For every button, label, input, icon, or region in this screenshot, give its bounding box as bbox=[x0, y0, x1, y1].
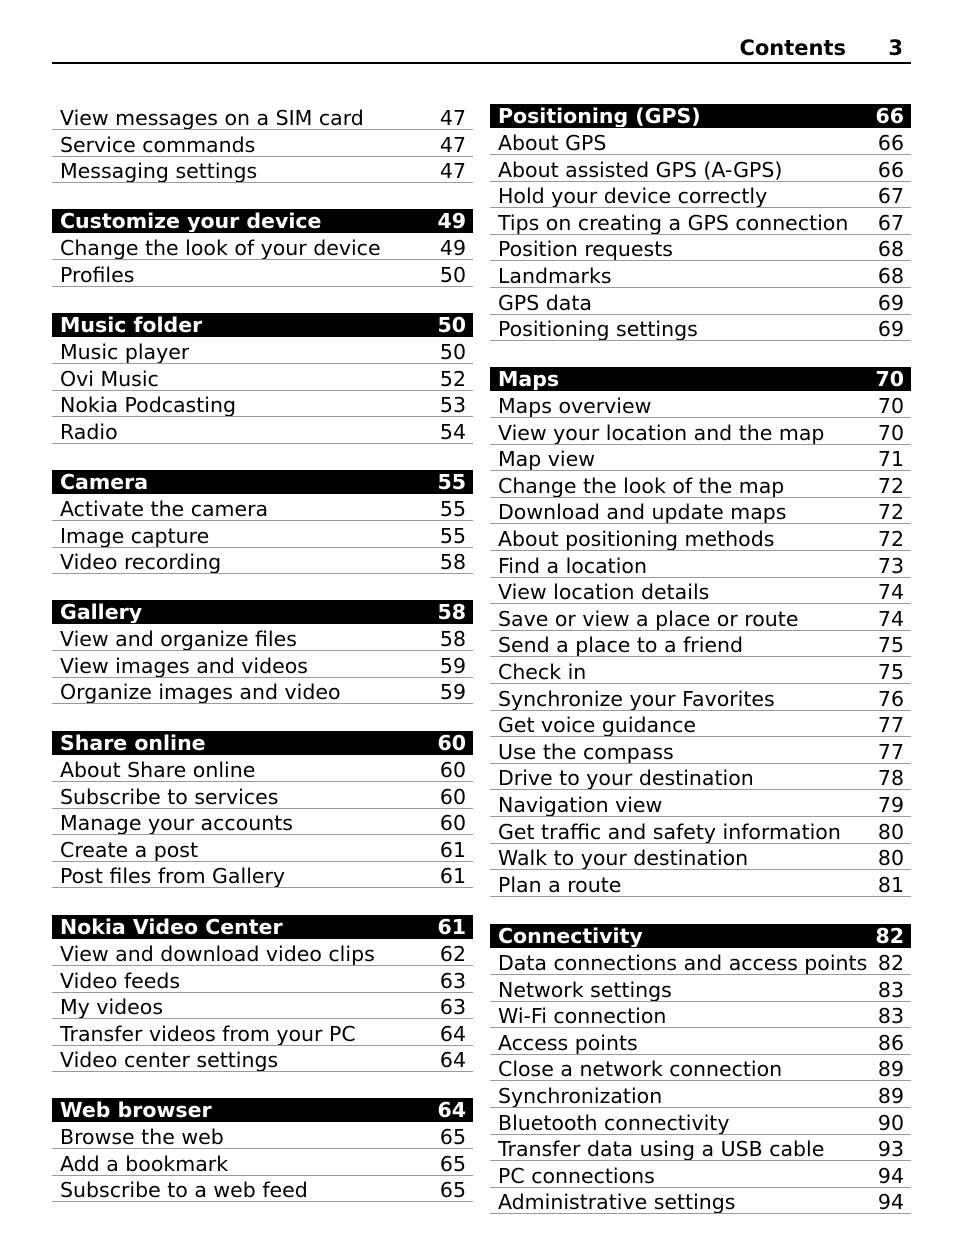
entry-page-number: 59 bbox=[439, 681, 466, 703]
entry-page-number: 61 bbox=[439, 865, 466, 887]
toc-entry[interactable] bbox=[490, 738, 911, 764]
entry-page-number: 54 bbox=[439, 421, 466, 443]
entry-page-number: 94 bbox=[877, 1191, 904, 1213]
toc-entry[interactable] bbox=[490, 631, 911, 657]
entry-page-number: 60 bbox=[439, 786, 466, 808]
section-title: Nokia Video Center bbox=[60, 916, 283, 938]
entry-title: View and download video clips bbox=[60, 943, 375, 965]
entry-page-number: 53 bbox=[439, 394, 466, 416]
entry-title: Tips on creating a GPS connection bbox=[498, 212, 849, 234]
entry-page-number: 70 bbox=[877, 395, 904, 417]
entry-title: View and organize files bbox=[60, 628, 297, 650]
entry-title: Navigation view bbox=[498, 794, 663, 816]
entry-title: Change the look of the map bbox=[498, 475, 785, 497]
entry-page-number: 81 bbox=[877, 874, 904, 896]
section-page-number: 58 bbox=[437, 601, 466, 623]
entry-title: Transfer data using a USB cable bbox=[498, 1138, 825, 1160]
entry-page-number: 66 bbox=[877, 159, 904, 181]
entry-title: Radio bbox=[60, 421, 118, 443]
entry-title: View messages on a SIM card bbox=[60, 107, 364, 129]
entry-title: Video recording bbox=[60, 551, 222, 573]
toc-entry[interactable] bbox=[490, 1029, 911, 1055]
toc-entry[interactable] bbox=[52, 1150, 473, 1176]
toc-entry[interactable] bbox=[52, 1123, 473, 1149]
toc-entry[interactable] bbox=[52, 104, 473, 130]
section-title: Camera bbox=[60, 471, 149, 493]
entry-page-number: 67 bbox=[877, 212, 904, 234]
toc-entry[interactable] bbox=[490, 1082, 911, 1108]
section-header-web-browser[interactable] bbox=[52, 1098, 473, 1122]
toc-entry[interactable] bbox=[490, 1135, 911, 1161]
entry-title: Access points bbox=[498, 1032, 638, 1054]
toc-entry[interactable] bbox=[490, 578, 911, 604]
entry-page-number: 61 bbox=[439, 839, 466, 861]
toc-entry[interactable] bbox=[490, 209, 911, 235]
entry-page-number: 59 bbox=[439, 655, 466, 677]
entry-title: Transfer videos from your PC bbox=[60, 1023, 356, 1045]
entry-page-number: 89 bbox=[877, 1085, 904, 1107]
entry-page-number: 72 bbox=[877, 528, 904, 550]
entry-title: PC connections bbox=[498, 1165, 655, 1187]
entry-title: Subscribe to a web feed bbox=[60, 1179, 308, 1201]
toc-entry[interactable] bbox=[52, 809, 473, 835]
entry-page-number: 67 bbox=[877, 185, 904, 207]
toc-entry[interactable] bbox=[490, 156, 911, 182]
toc-entry[interactable] bbox=[490, 392, 911, 418]
toc-entry[interactable] bbox=[490, 949, 911, 975]
entry-title: Service commands bbox=[60, 134, 256, 156]
section-title: Web browser bbox=[60, 1099, 212, 1121]
toc-entry[interactable] bbox=[490, 685, 911, 711]
entry-title: About positioning methods bbox=[498, 528, 775, 550]
toc-entry[interactable] bbox=[490, 129, 911, 155]
toc-entry[interactable] bbox=[490, 764, 911, 790]
toc-entry[interactable] bbox=[52, 234, 473, 260]
entry-page-number: 72 bbox=[877, 475, 904, 497]
page-header bbox=[52, 36, 911, 64]
toc-entry[interactable] bbox=[52, 1020, 473, 1046]
section-header-positioning-gps[interactable] bbox=[490, 104, 911, 128]
entry-title: Landmarks bbox=[498, 265, 612, 287]
entry-page-number: 72 bbox=[877, 501, 904, 523]
toc-entry[interactable] bbox=[490, 289, 911, 315]
section-title: Gallery bbox=[60, 601, 143, 623]
entry-page-number: 65 bbox=[439, 1179, 466, 1201]
toc-entry[interactable] bbox=[490, 472, 911, 498]
entry-page-number: 93 bbox=[877, 1138, 904, 1160]
section-title: Positioning (GPS) bbox=[498, 105, 701, 127]
entry-page-number: 76 bbox=[877, 688, 904, 710]
entry-title: Activate the camera bbox=[60, 498, 269, 520]
entry-page-number: 94 bbox=[877, 1165, 904, 1187]
entry-page-number: 60 bbox=[439, 812, 466, 834]
entry-title: Map view bbox=[498, 448, 595, 470]
entry-title: Maps overview bbox=[498, 395, 652, 417]
toc-entry[interactable] bbox=[490, 844, 911, 870]
section-page-number: 70 bbox=[875, 368, 904, 390]
toc-entry[interactable] bbox=[52, 940, 473, 966]
toc-entry[interactable] bbox=[52, 652, 473, 678]
entry-title: Drive to your destination bbox=[498, 767, 754, 789]
section-page-number: 50 bbox=[437, 314, 466, 336]
toc-entry[interactable] bbox=[52, 1176, 473, 1202]
section-header-nokia-video-center[interactable] bbox=[52, 915, 473, 939]
entry-page-number: 83 bbox=[877, 1005, 904, 1027]
toc-entry[interactable] bbox=[52, 365, 473, 391]
entry-page-number: 75 bbox=[877, 661, 904, 683]
entry-title: Image capture bbox=[60, 525, 210, 547]
toc-entry[interactable] bbox=[52, 338, 473, 364]
entry-title: Music player bbox=[60, 341, 190, 363]
toc-entry[interactable] bbox=[490, 1162, 911, 1188]
toc-entry[interactable] bbox=[52, 495, 473, 521]
entry-page-number: 78 bbox=[877, 767, 904, 789]
entry-title: Organize images and video bbox=[60, 681, 341, 703]
section-title: Connectivity bbox=[498, 925, 643, 947]
section-title: Maps bbox=[498, 368, 560, 390]
entry-title: About assisted GPS (A-GPS) bbox=[498, 159, 783, 181]
toc-entry[interactable] bbox=[490, 262, 911, 288]
entry-page-number: 63 bbox=[439, 970, 466, 992]
toc-entry[interactable] bbox=[490, 182, 911, 208]
entry-page-number: 64 bbox=[439, 1023, 466, 1045]
toc-entry[interactable] bbox=[490, 1109, 911, 1135]
toc-entry[interactable] bbox=[490, 235, 911, 261]
entry-page-number: 74 bbox=[877, 581, 904, 603]
entry-page-number: 64 bbox=[439, 1049, 466, 1071]
entry-title: Get voice guidance bbox=[498, 714, 696, 736]
entry-title: Bluetooth connectivity bbox=[498, 1112, 730, 1134]
section-page-number: 61 bbox=[437, 916, 466, 938]
entry-page-number: 79 bbox=[877, 794, 904, 816]
entry-title: Administrative settings bbox=[498, 1191, 736, 1213]
entry-title: View your location and the map bbox=[498, 422, 825, 444]
toc-entry[interactable] bbox=[52, 993, 473, 1019]
toc-entry[interactable] bbox=[52, 967, 473, 993]
entry-title: Synchronization bbox=[498, 1085, 663, 1107]
toc-entry[interactable] bbox=[490, 818, 911, 844]
entry-page-number: 71 bbox=[877, 448, 904, 470]
section-title: Customize your device bbox=[60, 210, 322, 232]
entry-page-number: 47 bbox=[439, 160, 466, 182]
toc-entry[interactable] bbox=[52, 131, 473, 157]
entry-page-number: 69 bbox=[877, 318, 904, 340]
entry-page-number: 65 bbox=[439, 1153, 466, 1175]
section-page-number: 66 bbox=[875, 105, 904, 127]
entry-title: Create a post bbox=[60, 839, 198, 861]
toc-entry[interactable] bbox=[52, 548, 473, 574]
entry-title: About Share online bbox=[60, 759, 256, 781]
toc-entry[interactable] bbox=[490, 1002, 911, 1028]
toc-entry[interactable] bbox=[490, 791, 911, 817]
entry-title: Nokia Podcasting bbox=[60, 394, 236, 416]
entry-page-number: 55 bbox=[439, 525, 466, 547]
entry-page-number: 50 bbox=[439, 341, 466, 363]
entry-title: Manage your accounts bbox=[60, 812, 293, 834]
entry-page-number: 90 bbox=[877, 1112, 904, 1134]
toc-entry[interactable] bbox=[52, 522, 473, 548]
toc-entry[interactable] bbox=[52, 756, 473, 782]
entry-page-number: 62 bbox=[439, 943, 466, 965]
entry-title: Ovi Music bbox=[60, 368, 159, 390]
entry-title: Close a network connection bbox=[498, 1058, 783, 1080]
entry-page-number: 75 bbox=[877, 634, 904, 656]
entry-title: Change the look of your device bbox=[60, 237, 381, 259]
entry-title: Video feeds bbox=[60, 970, 181, 992]
entry-page-number: 63 bbox=[439, 996, 466, 1018]
entry-page-number: 86 bbox=[877, 1032, 904, 1054]
entry-page-number: 80 bbox=[877, 821, 904, 843]
entry-title: Position requests bbox=[498, 238, 673, 260]
toc-entry[interactable] bbox=[490, 976, 911, 1002]
entry-page-number: 50 bbox=[439, 264, 466, 286]
entry-title: Download and update maps bbox=[498, 501, 787, 523]
entry-title: Check in bbox=[498, 661, 587, 683]
toc-entry[interactable] bbox=[52, 625, 473, 651]
entry-title: Hold your device correctly bbox=[498, 185, 768, 207]
entry-page-number: 58 bbox=[439, 628, 466, 650]
entry-title: Messaging settings bbox=[60, 160, 258, 182]
toc-entry[interactable] bbox=[52, 783, 473, 809]
entry-page-number: 47 bbox=[439, 134, 466, 156]
toc-entry[interactable] bbox=[490, 552, 911, 578]
entry-title: View location details bbox=[498, 581, 710, 603]
section-page-number: 64 bbox=[437, 1099, 466, 1121]
entry-page-number: 49 bbox=[439, 237, 466, 259]
entry-page-number: 65 bbox=[439, 1126, 466, 1148]
entry-title: Walk to your destination bbox=[498, 847, 749, 869]
toc-entry[interactable] bbox=[490, 445, 911, 471]
toc-entry[interactable] bbox=[52, 157, 473, 183]
entry-page-number: 80 bbox=[877, 847, 904, 869]
section-header-connectivity[interactable] bbox=[490, 924, 911, 948]
entry-page-number: 82 bbox=[877, 952, 904, 974]
entry-title: My videos bbox=[60, 996, 164, 1018]
entry-title: View images and videos bbox=[60, 655, 308, 677]
section-header-camera[interactable] bbox=[52, 470, 473, 494]
toc-entry[interactable] bbox=[490, 525, 911, 551]
entry-title: About GPS bbox=[498, 132, 607, 154]
toc-entry[interactable] bbox=[490, 1055, 911, 1081]
entry-title: Send a place to a friend bbox=[498, 634, 744, 656]
entry-page-number: 69 bbox=[877, 292, 904, 314]
entry-page-number: 68 bbox=[877, 265, 904, 287]
entry-title: Use the compass bbox=[498, 741, 674, 763]
section-header-music-folder[interactable] bbox=[52, 313, 473, 337]
entry-title: Add a bookmark bbox=[60, 1153, 229, 1175]
toc-entry[interactable] bbox=[52, 1046, 473, 1072]
entry-page-number: 58 bbox=[439, 551, 466, 573]
section-page-number: 49 bbox=[437, 210, 466, 232]
toc-entry[interactable] bbox=[490, 605, 911, 631]
entry-title: Data connections and access points bbox=[498, 952, 868, 974]
toc-entry[interactable] bbox=[490, 1188, 911, 1214]
entry-page-number: 74 bbox=[877, 608, 904, 630]
entry-page-number: 60 bbox=[439, 759, 466, 781]
entry-page-number: 52 bbox=[439, 368, 466, 390]
entry-page-number: 73 bbox=[877, 555, 904, 577]
entry-title: Network settings bbox=[498, 979, 672, 1001]
entry-title: Save or view a place or route bbox=[498, 608, 799, 630]
entry-page-number: 68 bbox=[877, 238, 904, 260]
entry-page-number: 47 bbox=[439, 107, 466, 129]
entry-page-number: 66 bbox=[877, 132, 904, 154]
entry-page-number: 77 bbox=[877, 741, 904, 763]
entry-title: GPS data bbox=[498, 292, 592, 314]
entry-title: Plan a route bbox=[498, 874, 622, 896]
toc-entry[interactable] bbox=[490, 315, 911, 341]
section-title: Music folder bbox=[60, 314, 203, 336]
entry-title: Video center settings bbox=[60, 1049, 279, 1071]
toc-entry[interactable] bbox=[52, 391, 473, 417]
section-header-gallery[interactable] bbox=[52, 600, 473, 624]
section-title: Share online bbox=[60, 732, 206, 754]
section-header-customize-your-device[interactable] bbox=[52, 209, 473, 233]
entry-page-number: 77 bbox=[877, 714, 904, 736]
entry-title: Profiles bbox=[60, 264, 135, 286]
toc-entry[interactable] bbox=[52, 836, 473, 862]
entry-title: Find a location bbox=[498, 555, 647, 577]
entry-title: Positioning settings bbox=[498, 318, 698, 340]
toc-entry[interactable] bbox=[490, 419, 911, 445]
entry-page-number: 55 bbox=[439, 498, 466, 520]
page-title: Contents bbox=[739, 36, 846, 60]
section-header-share-online[interactable] bbox=[52, 731, 473, 755]
toc-entry[interactable] bbox=[490, 871, 911, 897]
section-page-number: 55 bbox=[437, 471, 466, 493]
entry-title: Wi-Fi connection bbox=[498, 1005, 667, 1027]
section-page-number: 60 bbox=[437, 732, 466, 754]
toc-entry[interactable] bbox=[490, 658, 911, 684]
entry-page-number: 83 bbox=[877, 979, 904, 1001]
entry-title: Synchronize your Favorites bbox=[498, 688, 775, 710]
entry-title: Post files from Gallery bbox=[60, 865, 286, 887]
entry-page-number: 89 bbox=[877, 1058, 904, 1080]
entry-title: Subscribe to services bbox=[60, 786, 279, 808]
page-number: 3 bbox=[888, 36, 903, 60]
entry-page-number: 70 bbox=[877, 422, 904, 444]
toc-entry[interactable] bbox=[52, 862, 473, 888]
toc-entry[interactable] bbox=[490, 498, 911, 524]
entry-title: Browse the web bbox=[60, 1126, 224, 1148]
section-header-maps[interactable] bbox=[490, 367, 911, 391]
section-page-number: 82 bbox=[875, 925, 904, 947]
entry-title: Get traffic and safety information bbox=[498, 821, 841, 843]
toc-entry[interactable] bbox=[52, 261, 473, 287]
toc-entry[interactable] bbox=[490, 711, 911, 737]
toc-entry[interactable] bbox=[52, 418, 473, 444]
toc-entry[interactable] bbox=[52, 678, 473, 704]
